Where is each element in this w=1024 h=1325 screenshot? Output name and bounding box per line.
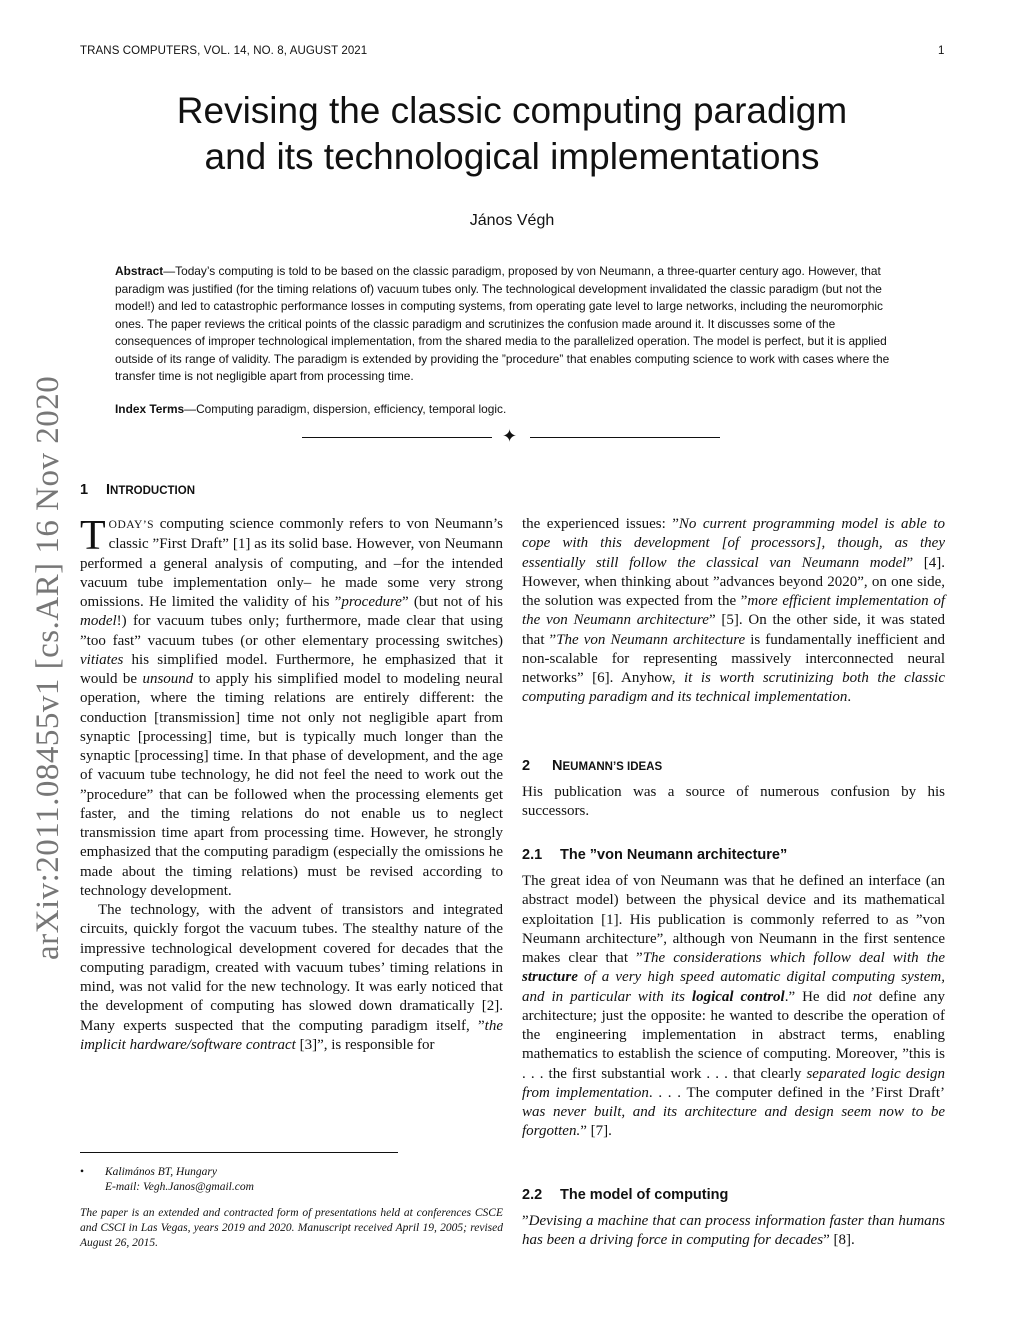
section-1-heading bbox=[80, 482, 195, 498]
s21-a: The great idea of von Neumann was that he defined an interface (an abstract model) between the physical device and its mathematical exploitation [1]. His publication is commonly referred to as ”von Neumann architecture”, although von Neumann in the first sentence makes clear that ” bbox=[522, 873, 945, 966]
footnote bbox=[80, 1165, 503, 1251]
drop-cap: T bbox=[80, 513, 106, 559]
index-terms-label: Index Terms bbox=[115, 402, 185, 416]
index-terms bbox=[115, 402, 909, 416]
s21-b: .” He did bbox=[784, 988, 853, 1005]
abstract-label: Abstract bbox=[115, 264, 164, 278]
r-emph-2: more efficient implementation of the von Neumann architecture bbox=[522, 593, 945, 629]
section-1-title-rest: NTRODUCTION bbox=[110, 485, 195, 497]
title-line-2: and its technological implementations bbox=[204, 136, 820, 177]
left-column bbox=[80, 515, 503, 1055]
p1-e: to apply his simplified model to modeling neural operation, where the timing relations are entirely different: the conduction [transmission] time not only not negligible apart from synaptic [processing] time, but is typically much longer than the synaptic [processing] time. In that phase of development, and the age of vacuum tube technology, he did not feel the need to work out the ”procedure” that can be followed when the processing elements get faster, and the timing relations do not enable us to neglect transmission time apart from processing time. However, he strongly emphasized that the computing paradigm (especially the omissions he made about the timing relations) must be revised according to technology development. bbox=[80, 671, 503, 899]
s21-emph-never-built: was never built, and its architecture and design seem now to be forgotten. bbox=[522, 1104, 945, 1140]
s21-emph-not: not bbox=[852, 988, 872, 1005]
p1-emph-model: model bbox=[80, 613, 117, 630]
abstract bbox=[115, 263, 909, 386]
footnote-rule bbox=[80, 1152, 398, 1153]
p1-emph-unsound: unsound bbox=[142, 671, 194, 687]
footnote-email: E-mail: Vegh.Janos@gmail.com bbox=[105, 1181, 254, 1193]
section-separator bbox=[302, 428, 722, 448]
r-e: . bbox=[847, 689, 852, 706]
diamond-ornament-icon: ✦ bbox=[502, 426, 518, 446]
subsection-2-2-body bbox=[522, 1212, 945, 1251]
s21-d: . . . . The computer defined in the ’First Draft’ bbox=[648, 1084, 945, 1101]
subsection-2-1-title: The ”von Neumann architecture” bbox=[560, 847, 788, 863]
s22-b: ” [8]. bbox=[823, 1232, 855, 1249]
intro-smallcaps: ODAY’S bbox=[108, 519, 155, 531]
subsection-2-1-body bbox=[522, 872, 945, 1142]
paper-title bbox=[0, 88, 1024, 180]
section-2-intro bbox=[522, 783, 945, 822]
intro-paragraph-1 bbox=[80, 515, 503, 901]
r-emph-4: it is worth scrutinizing both the classic computing paradigm and its technical implementation bbox=[522, 670, 945, 706]
section-2-title-rest: EUMANN’S IDEAS bbox=[562, 761, 663, 773]
s21-c: define any architecture; just the opposite: he wanted to describe the operation of the engineering implementation in abstract terms, enabling mathematics to establish the science of computing. Moreover, ”this is . . . the first substantial work . . . that clearly bbox=[522, 988, 945, 1082]
right-column-continuation bbox=[522, 515, 945, 708]
index-terms-text: —Computing paradigm, dispersion, efficiency, temporal logic. bbox=[184, 402, 507, 416]
title-line-1: Revising the classic computing paradigm bbox=[176, 90, 848, 131]
s21-emph-separated: separated logic design from implementation bbox=[522, 1065, 945, 1101]
subsection-2-1-number: 2.1 bbox=[522, 847, 543, 863]
s22-a: ” bbox=[522, 1213, 529, 1229]
section-2-number: 2 bbox=[522, 758, 531, 774]
separator-rule-left bbox=[302, 437, 492, 438]
abstract-text: —Today’s computing is told to be based on the classic paradigm, proposed by von Neumann, a three-quarter century ago. However, that paradigm was justified (for the timing relations of) vacuum tubes only. The technological development invalidated the classic paradigm (but not the model!) and led to catastrophic performance losses in computing systems, from operating gate level to large networks, including the neuromorphic ones. The paper reviews the critical points of the classic paradigm and scrutinizes the confusion made around it. It discusses some of the consequences of improper technological implementation, from the shared media to the parallelized operation. The model is perfect, but it is applied outside of its range of validity. The paradigm is extended by providing the ”procedure” that enables computing science to work with cases where the transfer time is not negligible apart from processing time. bbox=[115, 264, 890, 383]
p1-c: !) for vacuum tubes only; furthermore, made clear that using ”too fast” vacuum tubes (or other elementary processing switches) bbox=[80, 613, 503, 649]
s21-emph-1: The considerations which follow deal with the bbox=[642, 950, 945, 966]
subsection-2-1-heading bbox=[522, 847, 787, 863]
running-header: TRANS COMPUTERS, VOL. 14, NO. 8, AUGUST 2021 bbox=[80, 45, 368, 57]
footnote-affiliation: Kalimános BT, Hungary bbox=[105, 1166, 217, 1178]
intro-paragraph-2 bbox=[80, 901, 503, 1055]
arxiv-identifier: arXiv:2011.08455v1 [cs.AR] 16 Nov 2020 bbox=[30, 375, 66, 960]
section-1-number: 1 bbox=[80, 482, 89, 498]
p2-a: The technology, with the advent of transistors and integrated circuits, quickly forgot the vacuum tubes. The stealthy nature of the impressive technological development covered for decades that the computing paradigm, created with vacuum tubes’ timing relations in mind, was not valid for the new technology. It was early noticed that the development of computing has slowed down dramatically [2]. Many experts suspected that the computing paradigm itself, ” bbox=[80, 902, 503, 1034]
r-c: ” [5]. On the other side, it was stated that ” bbox=[522, 612, 945, 648]
s21-strong-logical-control: logical control bbox=[691, 988, 785, 1005]
page-number: 1 bbox=[938, 45, 945, 57]
separator-rule-right bbox=[530, 437, 720, 438]
subsection-2-2-number: 2.2 bbox=[522, 1187, 543, 1203]
p1-b: ” (but not of his bbox=[401, 594, 503, 610]
section-1-title-initial: I bbox=[106, 482, 111, 498]
subsection-2-2-heading bbox=[522, 1187, 728, 1203]
s21-e: ” [7]. bbox=[580, 1123, 612, 1140]
author: János Végh bbox=[469, 212, 555, 229]
r-d: is fundamentally inefficient and non-scalable for representing massively interconnected neural networks” [6]. Anyhow, bbox=[522, 631, 945, 686]
subsection-2-1-paragraph bbox=[522, 872, 945, 1142]
intro-paragraph-3 bbox=[522, 515, 945, 708]
p1-a: computing science commonly refers to von Neumann’s classic ”First Draft” [1] as its solid base. However, von Neumann performed a general analysis of computing, and –for the intended vacuum tube implementation only– he made some very strong omissions. He limited the validity of his ” bbox=[80, 516, 503, 610]
r-emph-1: No current programming model is able to cope with this development [of processors], though, as they essentially still follow the classical van Neumann model bbox=[522, 516, 945, 571]
r-a: the experienced issues: ” bbox=[522, 516, 679, 532]
section-2-heading bbox=[522, 758, 662, 774]
s21-emph-2: of a very high speed automatic digital computing system, and in particular with its bbox=[522, 969, 945, 1005]
r-emph-3: The von Neumann architecture bbox=[556, 631, 746, 648]
p1-d: his simplified model. Furthermore, he emphasized that it would be bbox=[80, 651, 503, 687]
subsection-2-2-title: The model of computing bbox=[560, 1187, 729, 1203]
p1-emph-procedure: procedure bbox=[341, 594, 402, 610]
section-2-intro-paragraph: His publication was a source of numerous confusion by his successors. bbox=[522, 784, 945, 820]
section-2-title-initial: N bbox=[552, 758, 563, 774]
p2-b: [3]”, is responsible for bbox=[295, 1036, 435, 1053]
r-b: ” [4]. However, when thinking about ”advances beyond 2020”, on one side, the solution was expected from the ” bbox=[522, 554, 945, 609]
s21-strong-structure: structure bbox=[522, 969, 578, 986]
footnote-note: The paper is an extended and contracted form of presentations held at conferences CSCE and CSCI in Las Vegas, years 2019 and 2020. Manuscript received April 19, 2005; revised August 26, 2015. bbox=[80, 1207, 503, 1249]
s22-emph-1: Devising a machine that can process information faster than humans has been a driving force in computing for decades bbox=[522, 1213, 945, 1249]
p2-emph-contract: the implicit hardware/software contract bbox=[80, 1017, 503, 1053]
footnote-bullet: • bbox=[80, 1166, 85, 1178]
subsection-2-2-paragraph bbox=[522, 1212, 945, 1251]
p1-emph-vitiates: vitiates bbox=[80, 651, 124, 668]
